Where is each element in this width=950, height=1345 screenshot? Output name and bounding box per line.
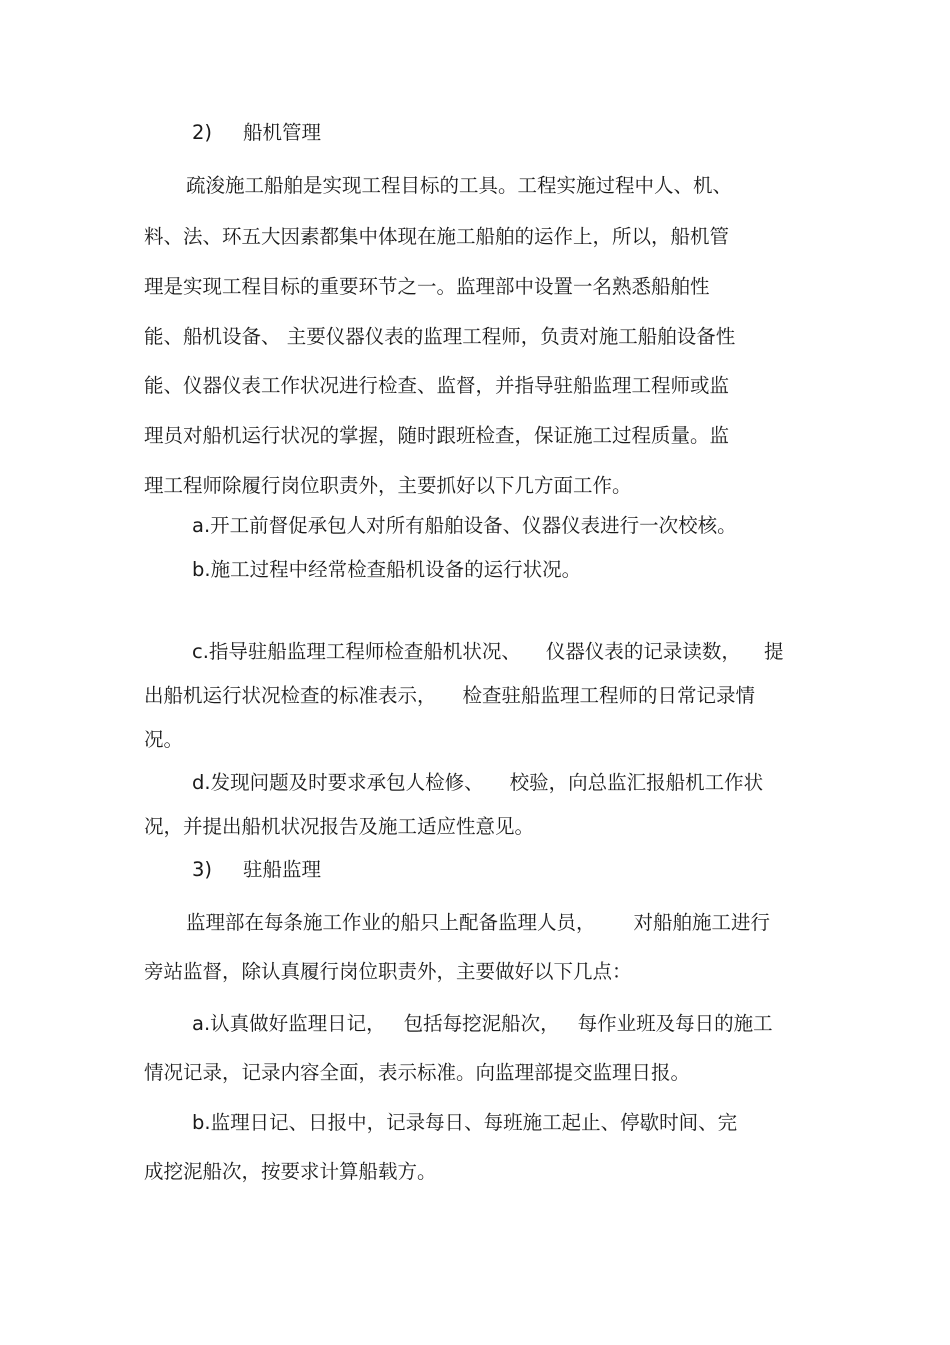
section-2-item-c-line-3: 况。 — [144, 728, 184, 751]
section-3-text-1: 监理部在每条施工作业的船只上配备监理人员， — [186, 911, 596, 934]
section-3-item-a-line-2: 情况记录，记录内容全面，表示标准。向监理部提交监理日报。 — [144, 1061, 691, 1084]
item-c-text-5: 检查驻船监理工程师的日常记录情 — [462, 684, 756, 707]
section-2-heading — [192, 121, 321, 145]
section-2-item-a: a.开工前督促承包人对所有船舶设备、仪器仪表进行一次校核。 — [192, 514, 737, 537]
section-2-paragraph-line: 能、仪器仪表工作状况进行检查、监督，并指导驻船监理工程师或监 — [144, 374, 730, 397]
section-2-item-b: b.施工过程中经常检查船机设备的运行状况。 — [192, 558, 582, 581]
section-3-item-a-line-1 — [192, 1012, 773, 1036]
section-3-item-b-line-2: 成挖泥船次，按要求计算船载方。 — [144, 1160, 437, 1183]
section-3-paragraph-line-1 — [186, 911, 770, 935]
section-3-heading — [192, 858, 321, 882]
section-2-number: 2) — [192, 121, 213, 144]
section-3-title: 驻船监理 — [243, 858, 322, 881]
section-3-number: 3) — [192, 858, 213, 881]
item-c-text-3: 提 — [763, 640, 784, 663]
section-2-paragraph-line: 理工程师除履行岗位职责外，主要抓好以下几方面工作。 — [144, 474, 632, 497]
section-2-paragraph-line: 理员对船机运行状况的掌握，随时跟班检查，保证施工过程质量。监 — [144, 424, 730, 447]
item-d-text-2: 校验，向总监汇报船机工作状 — [509, 771, 764, 794]
section-2-item-c-line-2 — [144, 684, 755, 708]
section-2-paragraph-line: 料、法、环五大因素都集中体现在施工船舶的运作上，所以，船机管 — [144, 225, 730, 248]
section-3-text-2: 对船舶施工进行 — [633, 911, 771, 934]
s3-item-a-text-1: a.认真做好监理日记， — [192, 1012, 386, 1035]
item-c-text-1: c.指导驻船监理工程师检查船机状况、 — [192, 640, 521, 663]
section-2-item-d-line-1 — [192, 771, 763, 795]
section-2-paragraph-line: 疏浚施工船舶是实现工程目标的工具。工程实施过程中人、机、 — [186, 174, 733, 197]
item-c-text-2: 仪器仪表的记录读数， — [545, 640, 741, 663]
section-3-item-b-line-1: b.监理日记、日报中，记录每日、每班施工起止、停歇时间、完 — [192, 1111, 738, 1134]
section-2-title: 船机管理 — [243, 121, 322, 144]
item-c-text-4: 出船机运行状况检查的标准表示， — [144, 684, 437, 707]
section-3-paragraph-line-2: 旁站监督，除认真履行岗位职责外，主要做好以下几点： — [144, 960, 632, 983]
section-2-paragraph-line: 理是实现工程目标的重要环节之一。监理部中设置一名熟悉船舶性 — [144, 275, 710, 298]
section-2-item-c-line-1 — [192, 640, 783, 664]
s3-item-a-text-3: 每作业班及每日的施工 — [577, 1012, 773, 1035]
section-2-item-d-line-2: 况，并提出船机状况报告及施工适应性意见。 — [144, 815, 535, 838]
item-d-text-1: d.发现问题及时要求承包人检修、 — [192, 771, 484, 794]
s3-item-a-text-2: 包括每挖泥船次， — [403, 1012, 560, 1035]
section-2-paragraph-line: 能、船机设备、 主要仪器仪表的监理工程师，负责对施工船舶设备性 — [144, 325, 736, 348]
